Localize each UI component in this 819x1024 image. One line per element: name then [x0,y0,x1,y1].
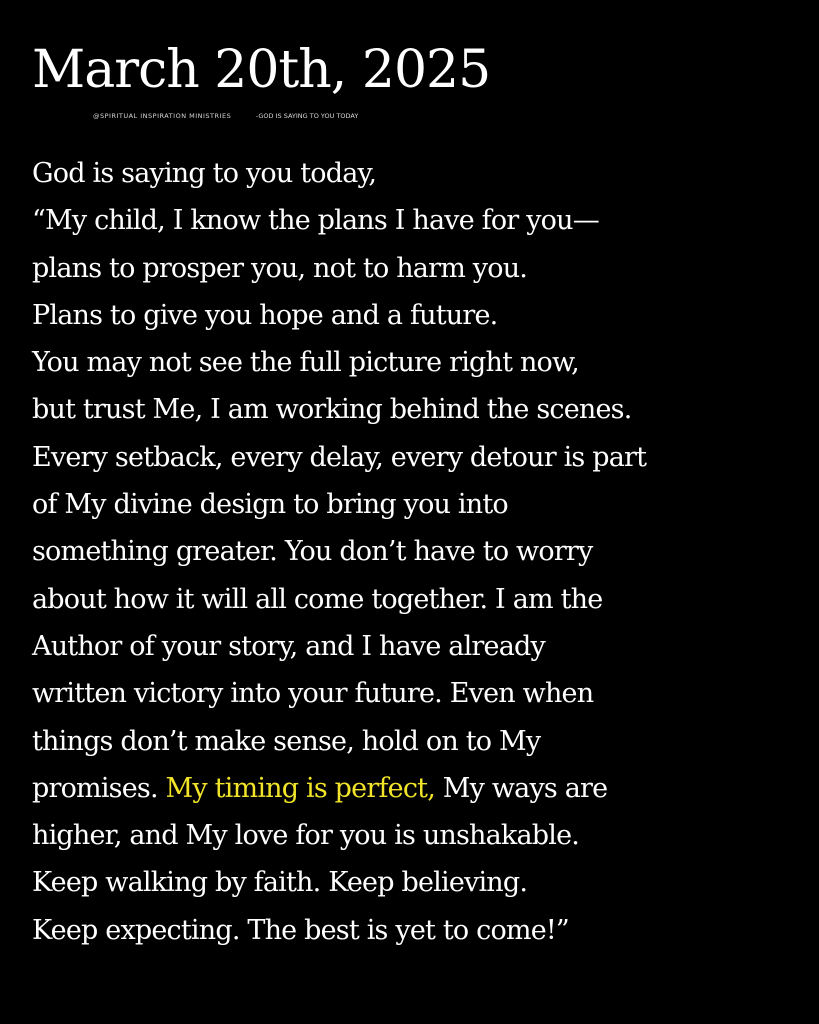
credits-line [93,112,358,120]
message-line: Keep expecting. The best is yet to come!” [32,914,569,946]
message-line: about how it will all come together. I am the [32,583,603,615]
series-tag: -GOD IS SAYING TO YOU TODAY [255,112,359,120]
message-line: Keep walking by faith. Keep believing. [32,867,528,899]
message-line-highlighted [32,765,802,812]
highlighted-phrase: My timing is perfect, [165,772,435,804]
message-line: things don’t make sense, hold on to My [32,725,541,757]
message-line: written victory into your future. Even when [32,678,594,710]
message-line: Every setback, every delay, every detour is part [32,441,647,473]
message-line: something greater. You don’t have to worry [32,536,593,568]
message-line: of My divine design to bring you into [32,489,508,521]
message-line: plans to prosper you, not to harm you. [32,252,528,284]
message-line: You may not see the full picture right now, [32,347,579,379]
message-line: higher, and My love for you is unshakable. [32,820,580,852]
message-line: Author of your story, and I have already [32,630,545,662]
message-line: but trust Me, I am working behind the scenes. [32,394,632,426]
message-line: Plans to give you hope and a future. [32,299,498,331]
message-text: My ways are [434,772,608,804]
message-text: promises. [32,772,166,804]
message-body [32,150,802,954]
ministry-handle: @SPIRITUAL INSPIRATION MINISTRIES [93,112,232,120]
page-title: March 20th, 2025 [32,40,491,100]
message-line: “My child, I know the plans I have for you— [32,205,599,237]
message-line: God is saying to you today, [32,158,377,189]
